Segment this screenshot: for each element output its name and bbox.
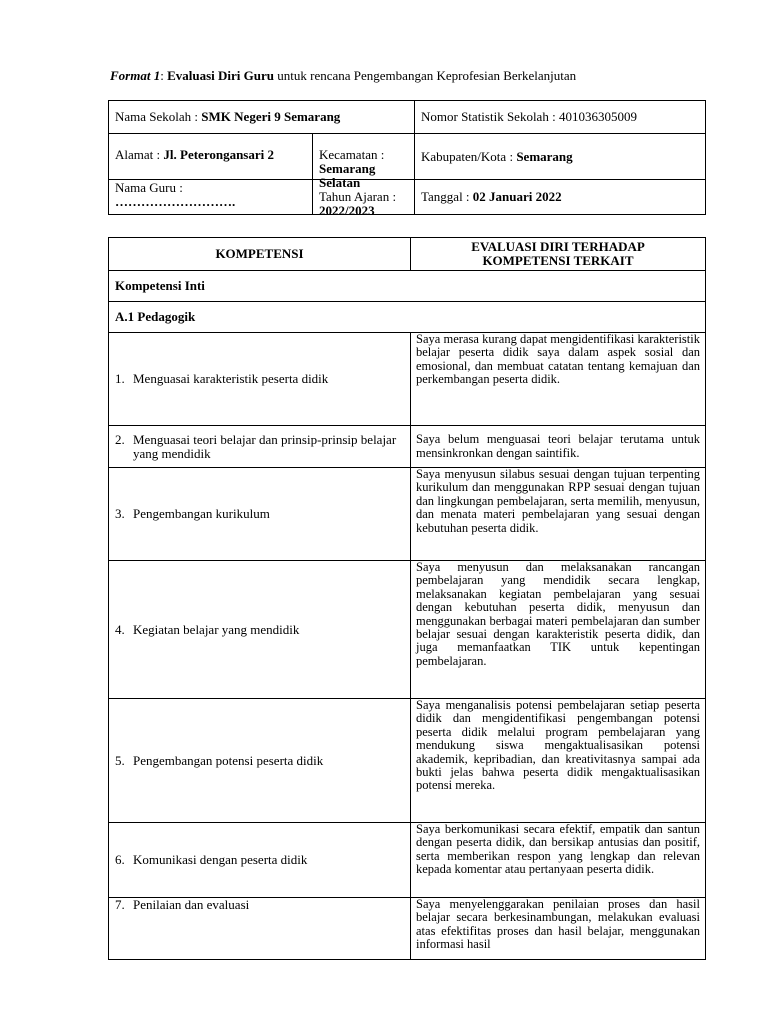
competency-row-7-name: 7. Penilaian dan evaluasi — [109, 898, 411, 960]
teacher-year-cell — [109, 180, 415, 218]
competency-row-1-name: 1. Menguasai karakteristik peserta didik — [109, 333, 411, 426]
city-cell: Kabupaten/Kota : Semarang — [415, 134, 706, 180]
title-bold: Evaluasi Diri Guru — [167, 68, 275, 83]
format-label: Format 1 — [110, 68, 161, 83]
date-cell: Tanggal : 02 Januari 2022 — [415, 180, 706, 215]
title-rest: untuk rencana Pengembangan Keprofesian Berkelanjutan — [277, 68, 577, 83]
section-core: Kompetensi Inti — [109, 271, 706, 302]
competency-row-7-evaluation: Saya menyelenggarakan penilaian proses dan hasil belajar secara berkesinambungan, melakukan evaluasi atas efektifitas proses dan hasil belajar, menggunakan informasi hasil — [411, 898, 706, 960]
address-value: Jl. Peterongansari 2 — [163, 147, 274, 162]
competency-row-2-evaluation: Saya belum menguasai teori belajar terutama untuk mensinkronkan dengan saintifik. — [411, 426, 706, 468]
competency-table — [108, 237, 706, 960]
district-value: Semarang Selatan — [319, 161, 376, 190]
section-pedagogic: A.1 Pedagogik — [109, 302, 706, 333]
header-competency: KOMPETENSI — [109, 238, 411, 271]
nss-cell: Nomor Statistik Sekolah : 401036305009 — [415, 101, 706, 134]
competency-row-6-name: 6. Komunikasi dengan peserta didik — [109, 823, 411, 898]
competency-row-4-evaluation: Saya menyusun dan melaksanakan rancangan pembelajaran yang mendidik secara lengkap, melaksanakan kegiatan pembelajaran yang sesuai dengan kebutuhan peserta didik, menyusun dan menggunakan berbagai materi pembelajaran dan sumber belajar sesuai dengan karakteristik peserta didik, dan juga memanfaatkan TIK untuk kepentingan pembelajaran. — [411, 561, 706, 699]
header-evaluation: EVALUASI DIRI TERHADAP KOMPETENSI TERKAIT — [411, 238, 706, 271]
date-value: 02 Januari 2022 — [472, 189, 562, 204]
teacher-value: ………………………. — [115, 194, 236, 209]
page-title: Format 1: Evaluasi Diri Guru untuk rencana Pengembangan Keprofesian Berkelanjutan — [110, 68, 577, 83]
competency-row-1-evaluation: Saya merasa kurang dapat mengidentifikasi karakteristik belajar peserta didik saya dalam aspek sosial dan emosional, dan membuat catatan tentang kemajuan dan perkembangan peserta didik. — [411, 333, 706, 426]
competency-row-6-evaluation: Saya berkomunikasi secara efektif, empatik dan santun dengan peserta didik, dan bersikap antusias dan positif, serta memberikan respon yang lengkap dan relevan kepada komentar atau pertanyaan peserta didik. — [411, 823, 706, 898]
school-name-cell: Nama Sekolah : SMK Negeri 9 Semarang — [109, 101, 415, 134]
year-cell: Tahun Ajaran : 2022/2023 — [319, 189, 397, 218]
year-value: 2022/2023 — [319, 203, 375, 218]
competency-row-3-name: 3. Pengembangan kurikulum — [109, 468, 411, 561]
competency-row-5-evaluation: Saya menganalisis potensi pembelajaran setiap peserta didik dan mengidentifikasi pengembangan potensi peserta didik melalui program pembelajaran yang mendukung siswa mengaktualisasikan potensi akademik, kepribadian, dan kreativitasnya sampai ada bukti jelas bahwa peserta didik mengaktualisasikan potensi mereka. — [411, 699, 706, 823]
teacher-cell: Nama Guru : ………………………. — [109, 180, 313, 214]
competency-row-5-name: 5. Pengembangan potensi peserta didik — [109, 699, 411, 823]
address-district-cell — [109, 134, 415, 190]
competency-row-3-evaluation: Saya menyusun silabus sesuai dengan tujuan terpenting kurikulum dan menggunakan RPP sesuai dengan tujuan dan lingkungan pembelajaran, serta memilih, menyusun, dan menata materi pembelajaran yang sesuai dengan kebutuhan peserta didik. — [411, 468, 706, 561]
district-cell: Kecamatan : Semarang Selatan — [319, 147, 385, 190]
competency-row-4-name: 4. Kegiatan belajar yang mendidik — [109, 561, 411, 699]
nss-value: 401036305009 — [558, 109, 637, 124]
address-cell: Alamat : Jl. Peterongansari 2 — [109, 134, 313, 179]
school-name: SMK Negeri 9 Semarang — [201, 109, 341, 124]
school-info-table — [108, 100, 706, 218]
city-value: Semarang — [516, 148, 573, 164]
competency-row-2-name: 2. Menguasai teori belajar dan prinsip-prinsip belajar yang mendidik — [109, 426, 411, 468]
